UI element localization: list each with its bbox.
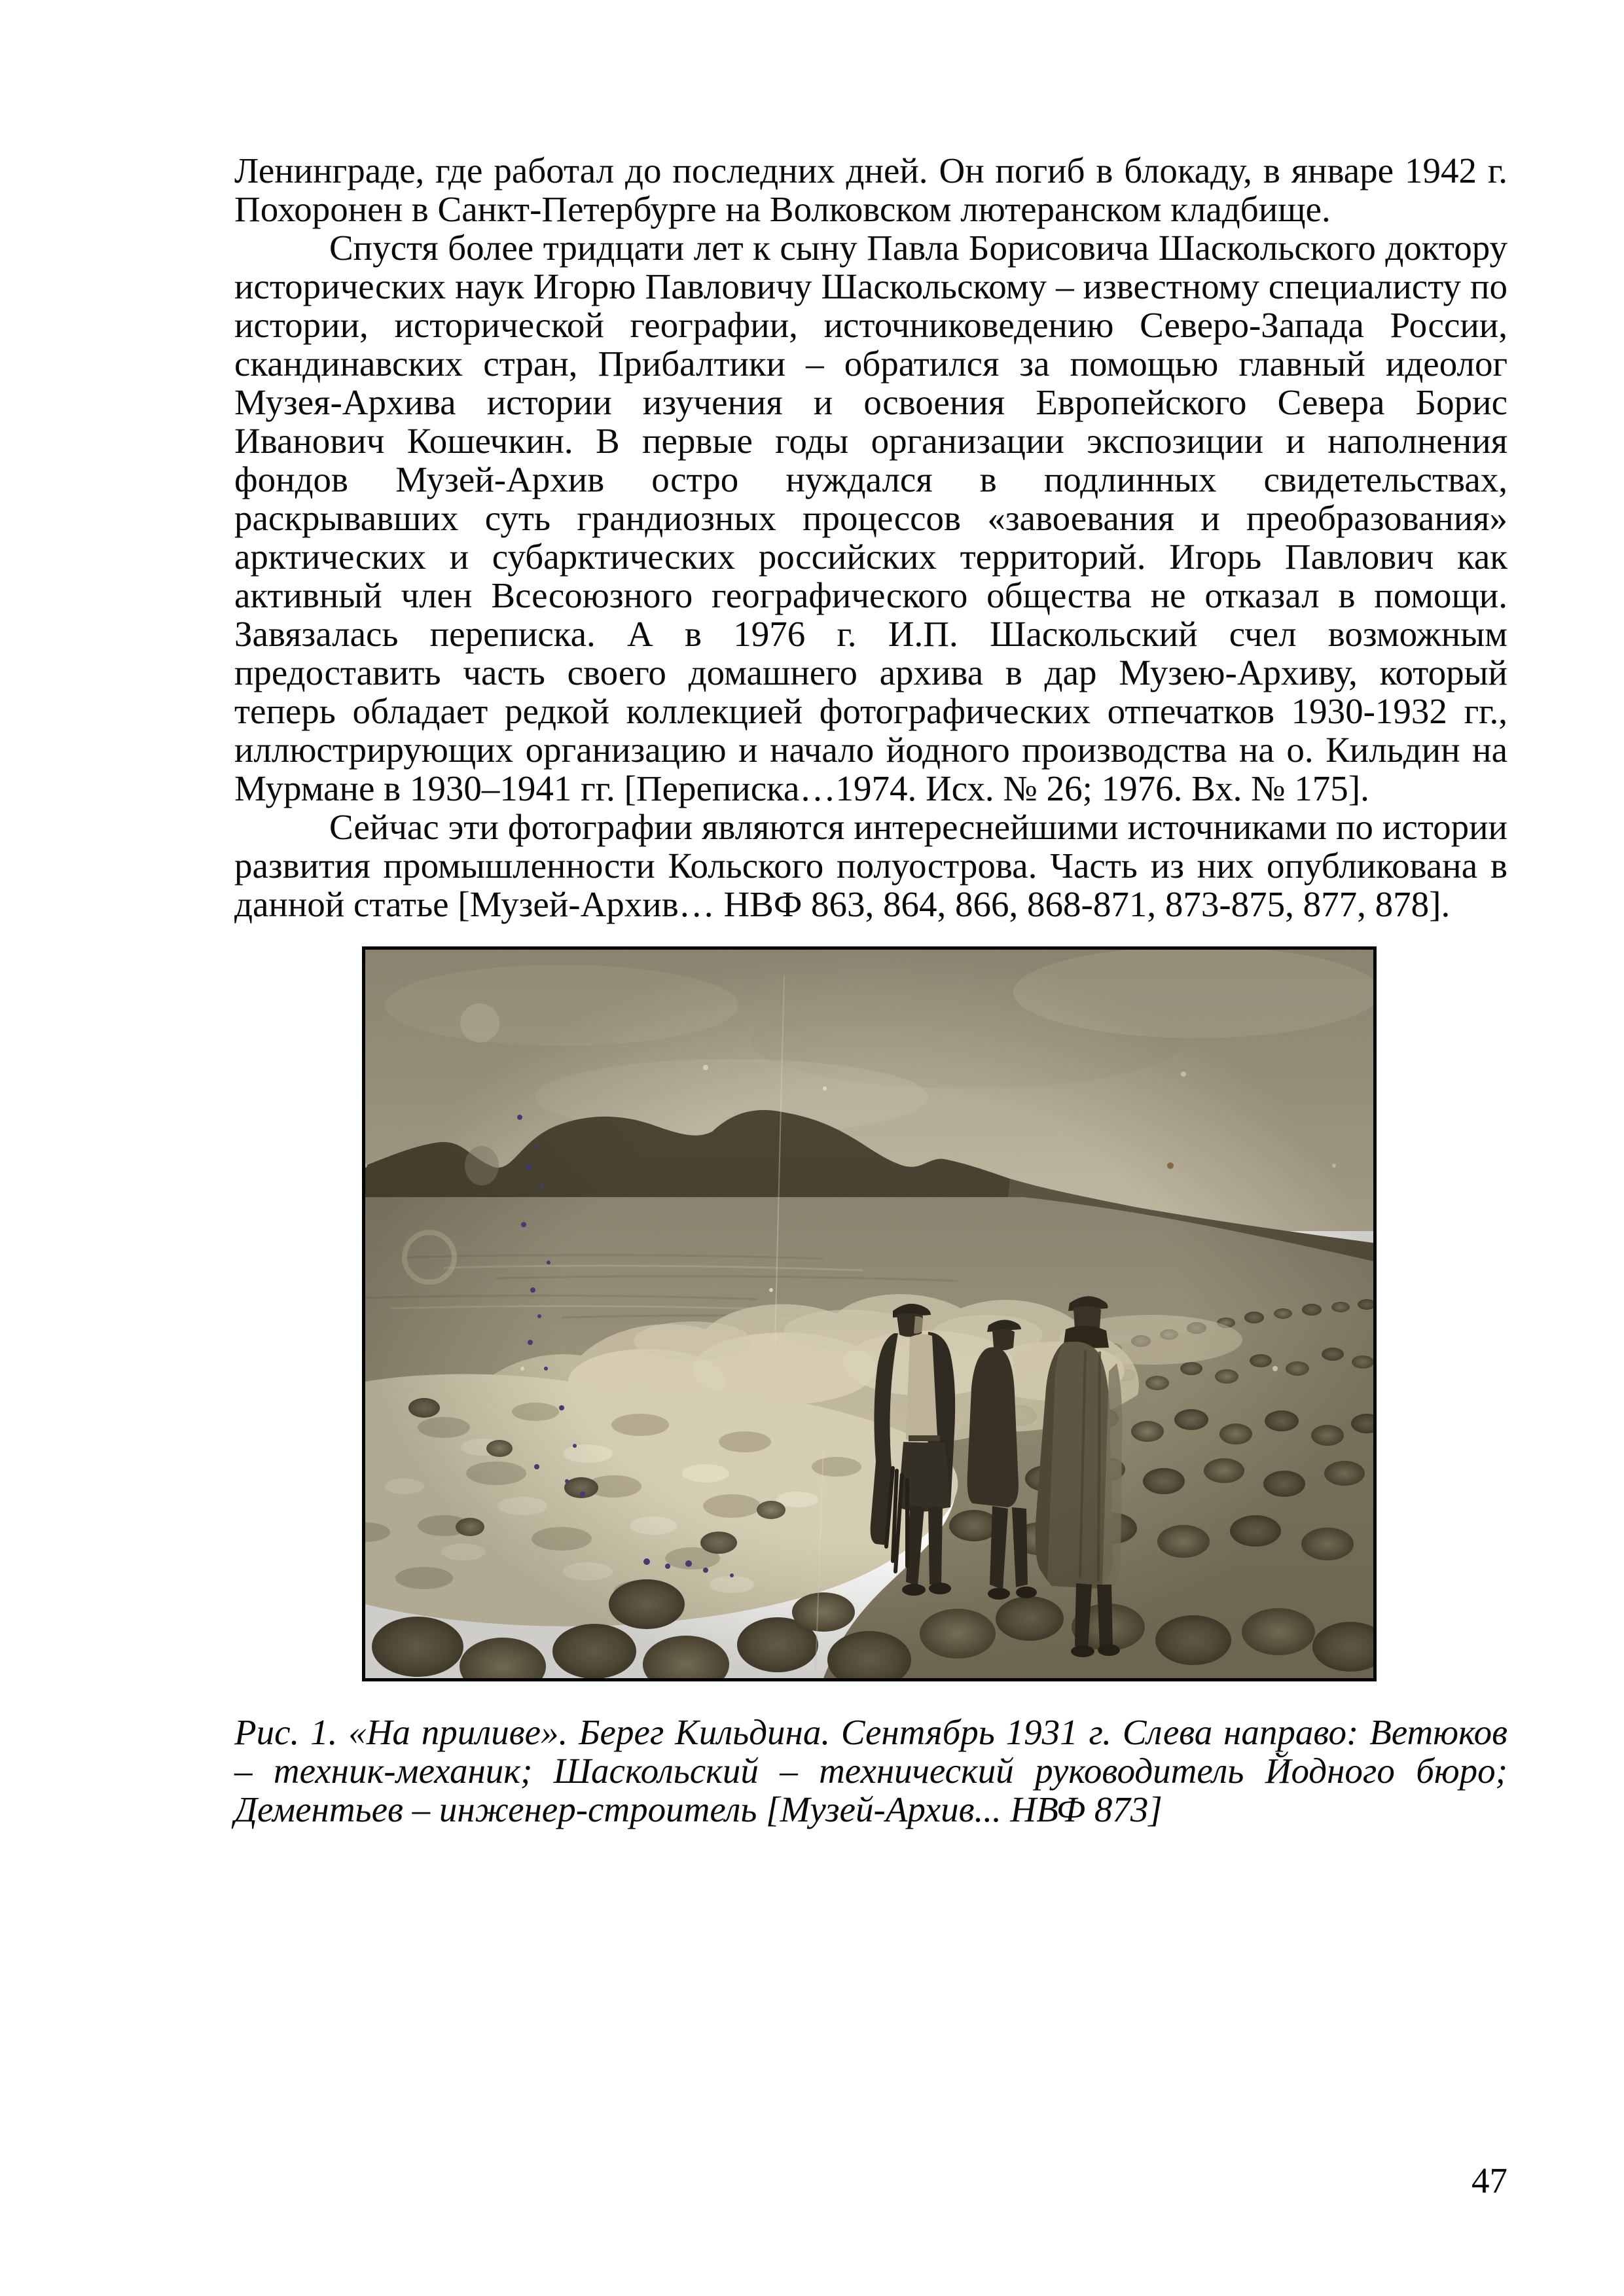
film-grain [365, 950, 1373, 1678]
page-number: 47 [1471, 2161, 1507, 2200]
figure-caption: Рис. 1. «На приливе». Берег Кильдина. Сентябрь 1931 г. Слева направо: Ветюков – техник-механик; Шаскольский – технический руководитель Йодного бюро; Дементьев – инженер-строитель [Музей-Архив... НВФ 873] [234, 1712, 1507, 1829]
paragraph-photos-sources: Сейчас эти фотографии являются интереснейшими источниками по истории развития промышленности Кольского полуострова. Часть из них опубликована в данной статье [Музей-Архив… НВФ 863, 864, 866, 868-871, 873-875, 877, 878]. [234, 807, 1507, 924]
archival-photograph [362, 946, 1377, 1681]
paragraph-shaskolsky: Спустя более тридцати лет к сыну Павла Борисовича Шаскольского доктору исторических наук Игорю Павловичу Шаскольскому – известному специалисту по истории, исторической географии, источниковедению Северо-Запада России, скандинавских стран, Прибалтики – обратился за помощью главный идеолог Музея-Архива истории изучения и освоения Европейского Севера Борис Иванович Кошечкин. В первые годы организации экспозиции и наполнения фондов Музей-Архив остро нуждался в подлинных свидетельствах, раскрывавших суть грандиозных процессов «завоевания и преобразования» арктических и субарктических российских территорий. Игорь Павлович как активный член Всесоюзного географического общества не отказал в помощи. Завязалась переписка. А в 1976 г. И.П. Шаскольский счел возможным предоставить часть своего домашнего архива в дар Музею-Архиву, который теперь обладает редкой коллекцией фотографических отпечатков 1930-1932 гг., иллюстрирующих организацию и начало йодного производства на о. Кильдин на Мурмане в 1930–1941 гг. [Переписка…1974. Исх. № 26; 1976. Вх. № 175]. [234, 228, 1507, 808]
photo-scene [362, 946, 1377, 1681]
article-body [234, 151, 1507, 1829]
paragraph-continuation: Ленинграде, где работал до последних дней. Он погиб в блокаду, в январе 1942 г. Похоронен в Санкт-Петербурге на Волковском лютеранском кладбище. [234, 151, 1507, 229]
figure-plate [234, 946, 1507, 1829]
